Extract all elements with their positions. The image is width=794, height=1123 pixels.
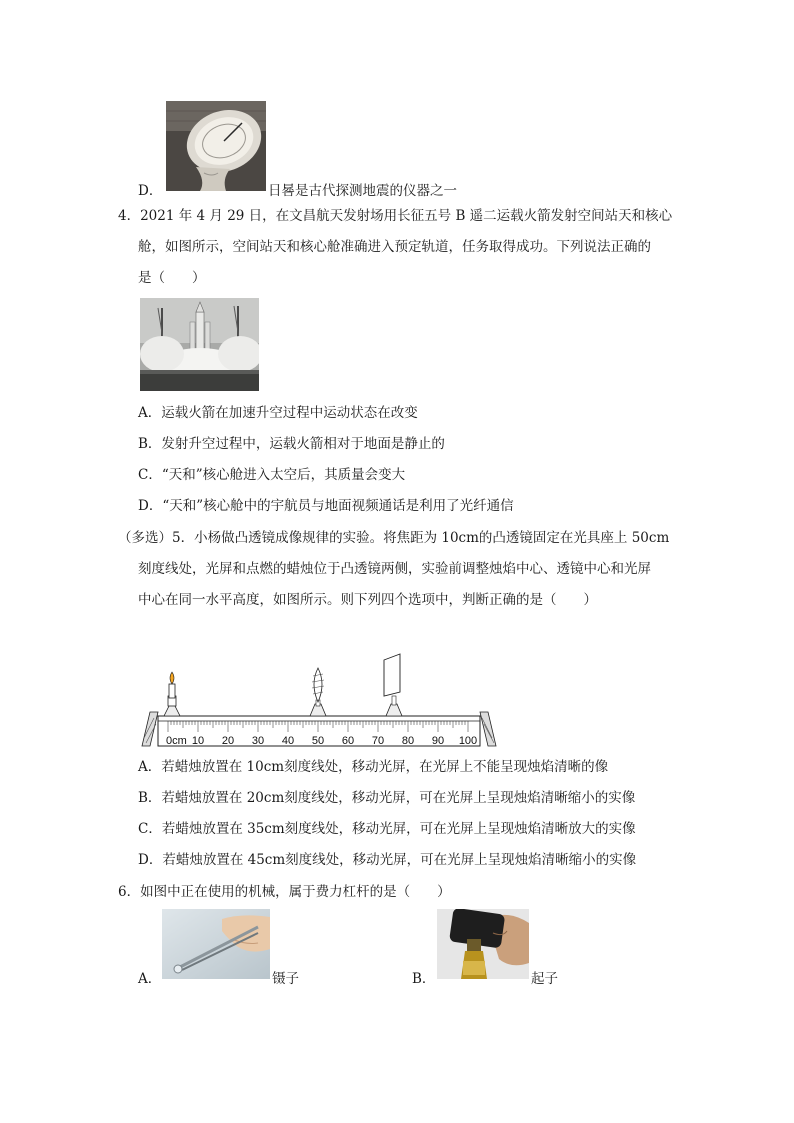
q6-option-a-text: 镊子: [272, 971, 299, 987]
q5-option-a: A．若蜡烛放置在 10cm刻度线处，移动光屏，在光屏上不能呈现烛焰清晰的像: [138, 759, 609, 775]
ruler-label: 30: [251, 735, 265, 747]
q6-stem: 6．如图中正在使用的机械，属于费力杠杆的是（ ）: [118, 884, 451, 900]
q5-stem-line3: 中心在同一水平高度，如图所示。则下列四个选项中，判断正确的是（ ）: [138, 592, 597, 608]
q6-option-a-letter: A．: [138, 971, 162, 987]
q4-stem-line3: 是（ ）: [138, 270, 206, 286]
tweezers-image: [162, 909, 270, 979]
q5-stem-line1: （多选）5．小杨做凸透镜成像规律的实验。将焦距为 10cm的凸透镜固定在光具座上 50cm: [118, 530, 670, 546]
q6-option-b-text: 起子: [531, 971, 558, 987]
ruler-label: 50: [311, 735, 325, 747]
q3-option-d-letter: D．: [138, 183, 163, 199]
ruler-label: 20: [221, 735, 235, 747]
q4-stem-line2: 舱，如图所示，空间站天和核心舱准确进入预定轨道，任务取得成功。下列说法正确的: [138, 239, 651, 255]
ruler-label: 100: [458, 735, 478, 747]
q5-option-b: B．若蜡烛放置在 20cm刻度线处，移动光屏，可在光屏上呈现烛焰清晰缩小的实像: [138, 790, 636, 806]
q4-option-c: C．“天和”核心舱进入太空后，其质量会变大: [138, 467, 406, 483]
q4-option-a: A．运载火箭在加速升空过程中运动状态在改变: [138, 405, 418, 421]
ruler-label: 80: [401, 735, 415, 747]
q3-option-d-text: 日晷是古代探测地震的仪器之一: [268, 183, 457, 199]
q4-option-b: B．发射升空过程中，运载火箭相对于地面是静止的: [138, 436, 445, 452]
q5-option-c: C．若蜡烛放置在 35cm刻度线处，移动光屏，可在光屏上呈现烛焰清晰放大的实像: [138, 821, 636, 837]
ruler-label: 10: [191, 735, 205, 747]
ruler-label: 60: [341, 735, 355, 747]
optical-bench-diagram: [138, 648, 498, 754]
q6-option-b-letter: B．: [412, 971, 436, 987]
ruler-label: 90: [431, 735, 445, 747]
ruler-label: 0cm: [166, 735, 187, 747]
q4-option-d: D．“天和”核心舱中的宇航员与地面视频通话是利用了光纤通信: [138, 498, 514, 514]
ruler-label: 40: [281, 735, 295, 747]
q5-stem-line2: 刻度线处，光屏和点燃的蜡烛位于凸透镜两侧，实验前调整烛焰中心、透镜中心和光屏: [138, 561, 651, 577]
bottle-opener-image: [437, 909, 529, 979]
ruler-label: 70: [371, 735, 385, 747]
rocket-launch-image: [140, 298, 259, 391]
sundial-image: [166, 101, 266, 191]
q5-option-d: D．若蜡烛放置在 45cm刻度线处，移动光屏，可在光屏上呈现烛焰清晰缩小的实像: [138, 852, 637, 868]
q4-stem-line1: 4．2021 年 4 月 29 日，在文昌航天发射场用长征五号 B 遥二运载火箭发射空间站天和核心: [118, 208, 673, 224]
